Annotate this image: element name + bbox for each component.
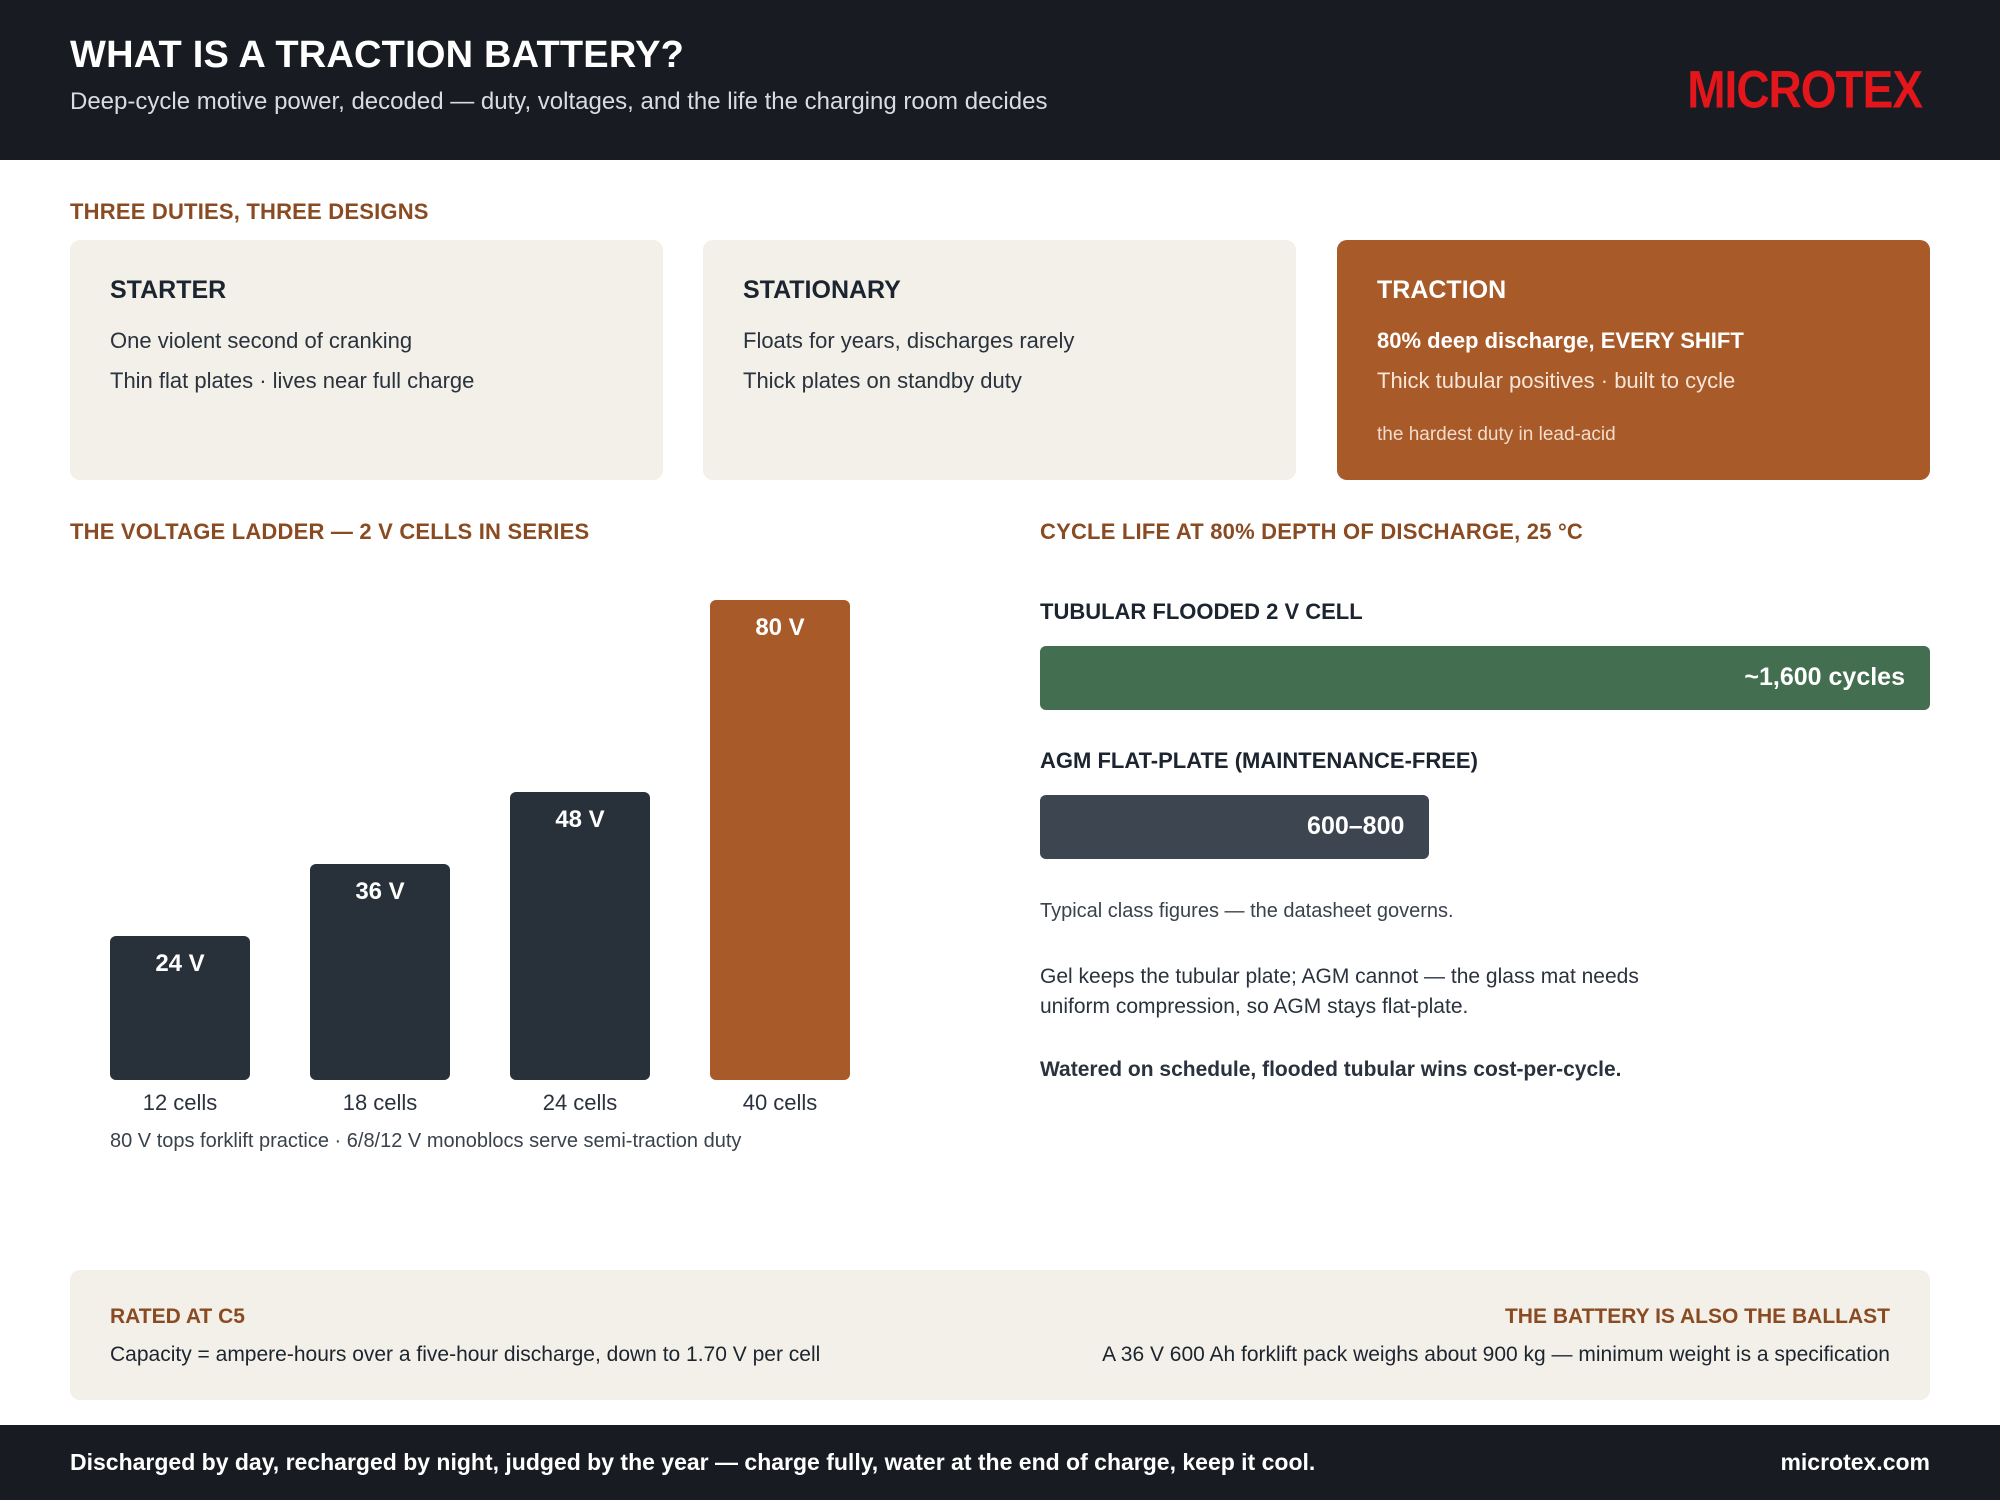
brand-logo: MICROTEX	[1687, 59, 1922, 119]
duty-card-line: Thick plates on standby duty	[743, 368, 1022, 393]
ladder-bar-label: 48 V	[555, 806, 605, 833]
page-title: WHAT IS A TRACTION BATTERY?	[70, 34, 685, 76]
ladder-category-label: 40 cells	[742, 1090, 818, 1115]
duty-card-footnote: the hardest duty in lead-acid	[1377, 424, 1616, 445]
life-bar-title: AGM FLAT-PLATE (MAINTENANCE-FREE)	[1040, 748, 1478, 773]
cycle-life-section-label: CYCLE LIFE AT 80% DEPTH OF DISCHARGE, 25 °C	[1040, 519, 1584, 544]
ladder-bar	[710, 600, 850, 1080]
life-bar-value: 600–800	[1307, 812, 1405, 840]
ladder-section-label: THE VOLTAGE LADDER — 2 V CELLS IN SERIES	[70, 519, 590, 544]
cycle-life-note: Typical class figures — the datasheet governs.	[1040, 900, 1454, 922]
duty-card-starter	[70, 240, 663, 480]
life-bar-agm	[1040, 795, 1429, 859]
duty-card-line: Thin flat plates · lives near full charge	[110, 368, 475, 393]
header-banner	[0, 0, 2000, 160]
ladder-category-label: 18 cells	[342, 1090, 418, 1115]
ladder-category-label: 24 cells	[542, 1090, 618, 1115]
ballast-text: A 36 V 600 Ah forklift pack weighs about 900 kg — minimum weight is a specification	[1102, 1343, 1890, 1366]
cycle-life-explanation: Gel keeps the tubular plate; AGM cannot — the glass mat needs uniform compression, so AGM stays flat-plate.	[1040, 965, 1639, 1018]
footer-banner	[0, 1425, 2000, 1500]
ladder-bar-label: 36 V	[355, 878, 405, 905]
rated-c5-text: Capacity = ampere-hours over a five-hour discharge, down to 1.70 V per cell	[110, 1343, 821, 1366]
duty-card-traction	[1337, 240, 1930, 480]
footer-website-link[interactable]: microtex.com	[1780, 1449, 1930, 1475]
duty-card-line: Thick tubular positives · built to cycle	[1377, 368, 1736, 393]
ladder-note: 80 V tops forklift practice · 6/8/12 V monoblocs serve semi-traction duty	[110, 1130, 742, 1152]
rated-panel	[70, 1270, 1930, 1400]
life-bar-tubular	[1040, 646, 1930, 710]
life-bar-title: TUBULAR FLOODED 2 V CELL	[1040, 599, 1363, 624]
cycle-life-takeaway: Watered on schedule, flooded tubular wins cost-per-cycle.	[1040, 1058, 1622, 1081]
duties-section-label: THREE DUTIES, THREE DESIGNS	[70, 199, 429, 224]
duty-card-title: STATIONARY	[743, 276, 901, 304]
ladder-bar	[510, 792, 650, 1080]
voltage-ladder-chart	[70, 560, 970, 1160]
duty-card-title: TRACTION	[1377, 276, 1507, 304]
ladder-category-label: 12 cells	[142, 1090, 218, 1115]
footer-tagline: Discharged by day, recharged by night, judged by the year — charge fully, water at the end of charge, keep it cool.	[70, 1449, 1316, 1475]
duty-card-stationary	[703, 240, 1296, 480]
duty-card-line: One violent second of cranking	[110, 328, 413, 353]
rated-c5-label: RATED AT C5	[110, 1305, 245, 1328]
ladder-bar-label: 80 V	[755, 614, 805, 641]
duty-card-line: Floats for years, discharges rarely	[743, 328, 1075, 353]
duty-card-line: 80% deep discharge, EVERY SHIFT	[1377, 328, 1744, 353]
life-bar-value: ~1,600 cycles	[1744, 663, 1905, 691]
page-subtitle: Deep-cycle motive power, decoded — duty, voltages, and the life the charging room decides	[70, 88, 1048, 115]
ladder-bar-label: 24 V	[155, 950, 205, 977]
ballast-label: THE BATTERY IS ALSO THE BALLAST	[1504, 1305, 1890, 1328]
duty-card-title: STARTER	[110, 276, 227, 304]
